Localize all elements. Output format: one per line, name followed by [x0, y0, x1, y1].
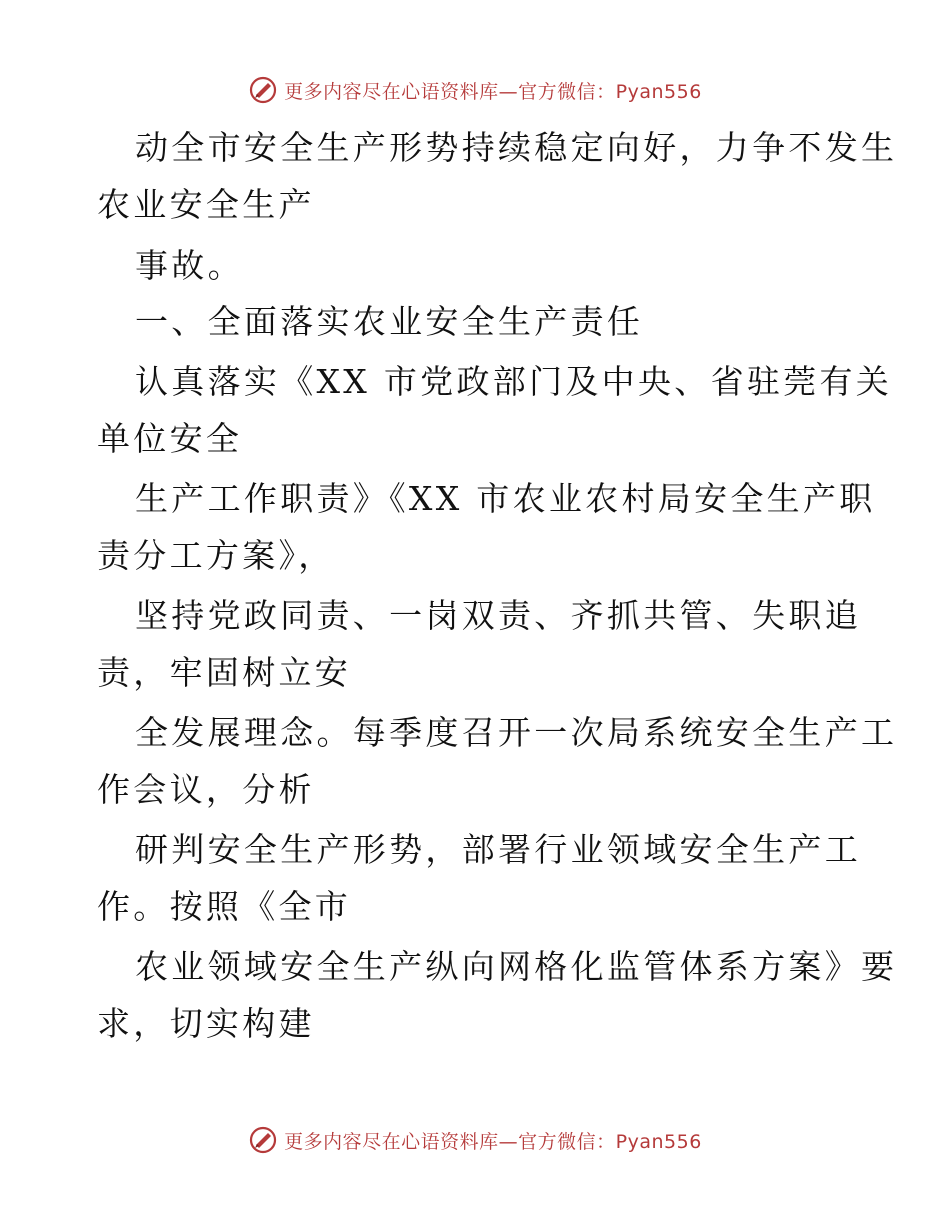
footer-watermark-banner	[0, 1120, 950, 1160]
body-line: 责分工方案》，	[97, 536, 335, 575]
body-line: 全发展理念。每季度召开一次局系统安全生产工	[135, 713, 898, 752]
body-line: 动全市安全生产形势持续稳定向好，力争不发生	[135, 128, 898, 167]
body-line: 求，切实构建	[97, 1004, 315, 1043]
body-line: 责，牢固树立安	[97, 653, 352, 692]
logo-icon	[248, 1125, 278, 1155]
header-banner-text: 更多内容尽在心语资料库—官方微信：Pyan556	[284, 80, 702, 103]
body-line: 单位安全	[97, 419, 243, 458]
body-line: 事故。	[135, 246, 244, 285]
body-line: 农业领域安全生产纵向网格化监管体系方案》要	[135, 947, 898, 986]
section-heading: 一、全面落实农业安全生产责任	[135, 302, 644, 341]
body-line: 作会议，分析	[97, 770, 315, 809]
body-line: 认真落实《XX 市党政部门及中央、省驻莞有关	[135, 362, 893, 401]
body-line: 生产工作职责》《XX 市农业农村局安全生产职	[135, 479, 876, 518]
body-line: 坚持党政同责、一岗双责、齐抓共管、失职追	[135, 596, 861, 635]
body-line: 农业安全生产	[97, 185, 315, 224]
footer-banner-text: 更多内容尽在心语资料库—官方微信：Pyan556	[284, 1130, 702, 1153]
body-line: 研判安全生产形势，部署行业领域安全生产工	[135, 830, 861, 869]
body-line: 作。按照《全市	[97, 887, 352, 926]
